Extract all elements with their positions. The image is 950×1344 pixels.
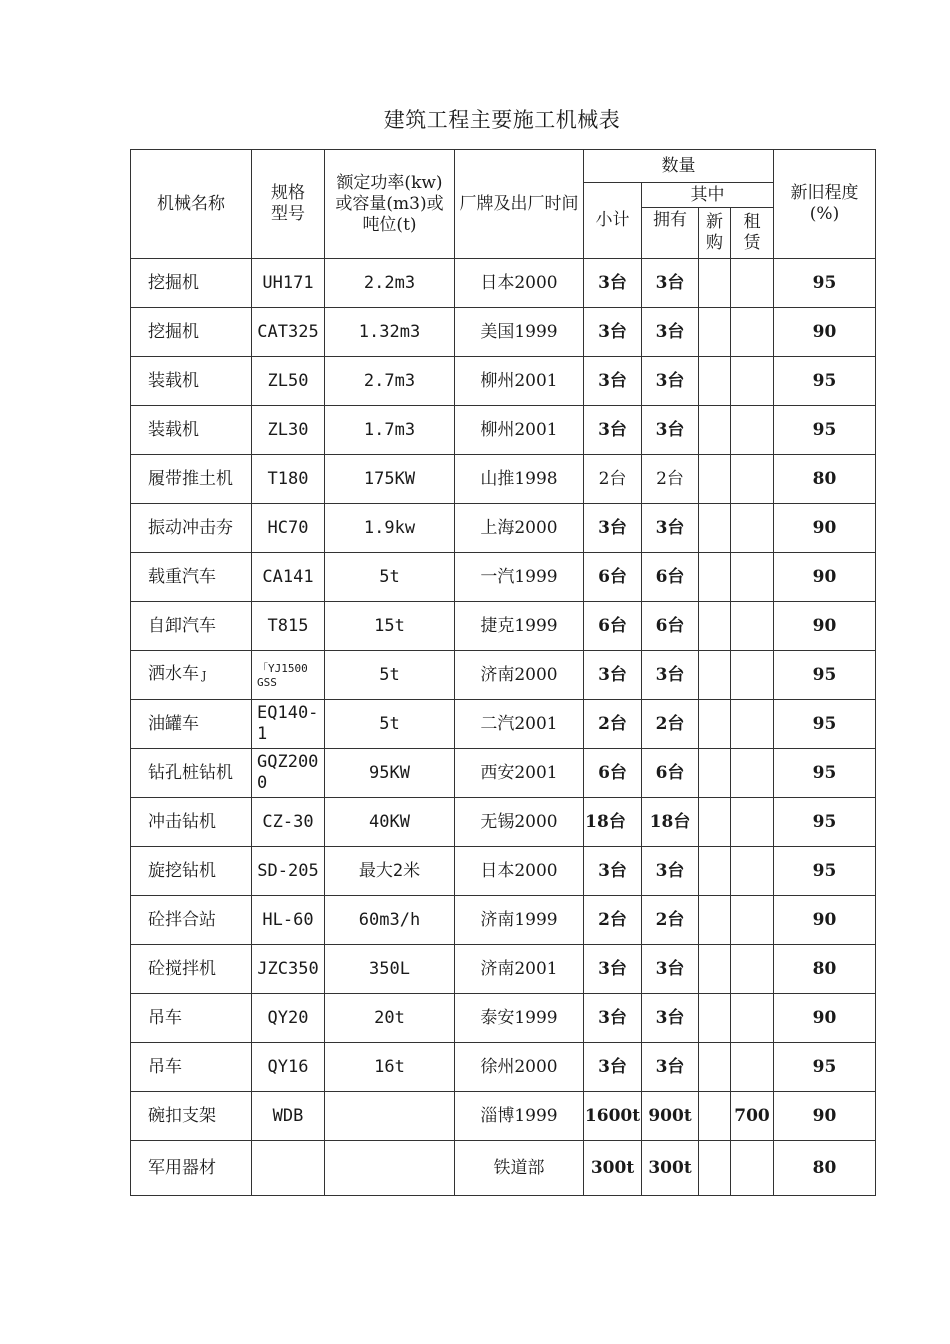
cell-lease: 700 (731, 1092, 774, 1141)
cell-subtotal: 3台 (584, 259, 642, 308)
cell-condition: 90 (774, 602, 876, 651)
header-model-text: 规格型号 (271, 183, 305, 224)
cell-maker: 西安2001 (455, 749, 584, 798)
cell-capacity: 20t (325, 994, 455, 1043)
cell-model-text: HC70 (267, 517, 309, 538)
cell-name (131, 945, 252, 994)
cell-model (252, 1043, 325, 1092)
cell-condition: 95 (774, 798, 876, 847)
cell-subtotal: 6台 (584, 553, 642, 602)
header-subtotal: 小计 (584, 183, 642, 259)
cell-name-text: 吊车 (148, 1056, 182, 1077)
cell-condition: 90 (774, 504, 876, 553)
cell-model-text: T180 (267, 468, 309, 489)
cell-maker: 日本2000 (455, 847, 584, 896)
cell-model-text: JZC350 (257, 958, 319, 979)
cell-condition: 90 (774, 553, 876, 602)
cell-model (252, 455, 325, 504)
cell-lease (731, 259, 774, 308)
cell-subtotal: 3台 (584, 406, 642, 455)
cell-name (131, 1043, 252, 1092)
cell-condition: 95 (774, 700, 876, 749)
cell-subtotal: 3台 (584, 1043, 642, 1092)
cell-name (131, 700, 252, 749)
cell-subtotal: 2台 (584, 455, 642, 504)
cell-capacity: 95KW (325, 749, 455, 798)
table-row (131, 651, 876, 700)
cell-maker: 山推1998 (455, 455, 584, 504)
cell-capacity: 350L (325, 945, 455, 994)
cell-lease (731, 896, 774, 945)
cell-condition: 95 (774, 847, 876, 896)
cell-capacity: 15t (325, 602, 455, 651)
cell-subtotal: 3台 (584, 945, 642, 994)
table-row (131, 700, 876, 749)
cell-maker: 铁道部 (455, 1141, 584, 1196)
cell-maker: 无锡2000 (455, 798, 584, 847)
cell-owned: 3台 (642, 504, 699, 553)
table-row (131, 553, 876, 602)
cell-name (131, 1092, 252, 1141)
cell-new-purchase (699, 357, 731, 406)
table-row (131, 259, 876, 308)
header-new-purchase (699, 208, 731, 259)
cell-model (252, 1141, 325, 1196)
table-row (131, 798, 876, 847)
cell-condition: 95 (774, 651, 876, 700)
cell-model-line2: GSS (257, 676, 277, 689)
cell-model (252, 308, 325, 357)
cell-name (131, 847, 252, 896)
cell-new-purchase (699, 847, 731, 896)
cell-model-text: CAT325 (257, 321, 319, 342)
cell-subtotal: 300t (584, 1141, 642, 1196)
cell-model (252, 651, 325, 700)
cell-capacity: 5t (325, 553, 455, 602)
cell-model-text: QY16 (267, 1056, 309, 1077)
cell-subtotal: 2台 (584, 896, 642, 945)
cell-capacity: 16t (325, 1043, 455, 1092)
cell-owned: 6台 (642, 602, 699, 651)
cell-name-text: 军用器材 (148, 1157, 216, 1178)
cell-maker: 一汽1999 (455, 553, 584, 602)
cell-model (252, 602, 325, 651)
cell-name (131, 651, 252, 700)
cell-lease (731, 1043, 774, 1092)
cell-name-text: 砼拌合站 (148, 909, 216, 930)
cell-model-text: WDB (272, 1105, 304, 1126)
cell-subtotal: 3台 (584, 847, 642, 896)
cell-condition: 95 (774, 1043, 876, 1092)
cell-name-text: 冲击钻机 (148, 811, 216, 832)
cell-capacity: 5t (325, 651, 455, 700)
cell-subtotal: 1600t (584, 1092, 642, 1141)
table-body (131, 259, 876, 1196)
cell-lease (731, 455, 774, 504)
cell-owned: 18台 (642, 798, 699, 847)
cell-name-text: 装载机 (148, 370, 199, 391)
cell-owned: 2台 (642, 896, 699, 945)
cell-lease (731, 798, 774, 847)
cell-maker: 济南2001 (455, 945, 584, 994)
cell-lease (731, 1141, 774, 1196)
cell-new-purchase (699, 406, 731, 455)
cell-owned: 300t (642, 1141, 699, 1196)
cell-subtotal: 3台 (584, 308, 642, 357)
header-new-purchase-text: 新购 (706, 212, 723, 253)
cell-owned: 3台 (642, 357, 699, 406)
cell-lease (731, 700, 774, 749)
cell-condition: 80 (774, 1141, 876, 1196)
cell-new-purchase (699, 308, 731, 357)
cell-capacity: 2.7m3 (325, 357, 455, 406)
cell-name-text: 钻孔桩钻机 (148, 762, 233, 783)
cell-model-text: CA141 (262, 566, 314, 587)
cell-capacity: 1.32m3 (325, 308, 455, 357)
cell-owned: 6台 (642, 749, 699, 798)
cell-maker: 上海2000 (455, 504, 584, 553)
cell-owned: 3台 (642, 308, 699, 357)
header-owned: 拥有 (642, 208, 699, 259)
cell-owned: 3台 (642, 847, 699, 896)
cell-new-purchase (699, 994, 731, 1043)
cell-model-text: 「YJ1500 (257, 662, 308, 675)
cell-model-text: HL-60 (262, 909, 314, 930)
cell-subtotal: 6台 (584, 749, 642, 798)
cell-name (131, 308, 252, 357)
cell-lease (731, 651, 774, 700)
cell-maker: 美国1999 (455, 308, 584, 357)
document-title: 建筑工程主要施工机械表 (383, 108, 621, 132)
cell-name-text: 自卸汽车 (148, 615, 216, 636)
cell-name (131, 455, 252, 504)
header-maker (455, 150, 584, 259)
table-row (131, 308, 876, 357)
cell-owned: 3台 (642, 994, 699, 1043)
cell-subtotal: 3台 (584, 651, 642, 700)
cell-name (131, 896, 252, 945)
table-row (131, 1141, 876, 1196)
cell-model (252, 847, 325, 896)
cell-capacity (325, 1092, 455, 1141)
cell-new-purchase (699, 798, 731, 847)
cell-name (131, 553, 252, 602)
cell-condition: 95 (774, 357, 876, 406)
cell-maker: 柳州2001 (455, 406, 584, 455)
cell-condition: 95 (774, 259, 876, 308)
cell-name-text: 洒水车 (148, 664, 199, 684)
cell-lease (731, 357, 774, 406)
cell-name (131, 357, 252, 406)
table-row (131, 1092, 876, 1141)
cell-name (131, 602, 252, 651)
cell-subtotal: 6台 (584, 602, 642, 651)
header-condition-text: 新旧程度(%) (790, 183, 859, 224)
cell-model (252, 1092, 325, 1141)
cell-condition: 80 (774, 945, 876, 994)
cell-owned: 3台 (642, 651, 699, 700)
cell-new-purchase (699, 896, 731, 945)
cell-capacity: 2.2m3 (325, 259, 455, 308)
cell-name-text: 载重汽车 (148, 566, 216, 587)
cell-new-purchase (699, 1043, 731, 1092)
cell-owned: 6台 (642, 553, 699, 602)
cell-new-purchase (699, 504, 731, 553)
header-quantity: 数量 (584, 150, 774, 183)
cell-condition: 90 (774, 1092, 876, 1141)
table-row (131, 945, 876, 994)
cell-lease (731, 749, 774, 798)
cell-name-text: 履带推土机 (148, 468, 233, 489)
cell-model-text: GQZ2000 (257, 752, 319, 793)
cell-condition: 90 (774, 896, 876, 945)
cell-maker: 泰安1999 (455, 994, 584, 1043)
cell-owned: 3台 (642, 1043, 699, 1092)
header-model (252, 150, 325, 259)
table-row (131, 1043, 876, 1092)
cell-lease (731, 994, 774, 1043)
cell-name (131, 406, 252, 455)
cell-name-text: 挖掘机 (148, 321, 199, 342)
cell-capacity: 60m3/h (325, 896, 455, 945)
cell-model-text: T815 (267, 615, 309, 636)
cell-lease (731, 945, 774, 994)
cell-condition: 95 (774, 406, 876, 455)
cell-new-purchase (699, 700, 731, 749)
cell-maker: 济南2000 (455, 651, 584, 700)
cell-model-text: ZL30 (267, 419, 309, 440)
cell-lease (731, 406, 774, 455)
cell-condition: 95 (774, 749, 876, 798)
table-row (131, 994, 876, 1043)
cell-capacity: 5t (325, 700, 455, 749)
header-name: 机械名称 (131, 150, 252, 259)
cell-owned: 2台 (642, 700, 699, 749)
cell-model (252, 504, 325, 553)
cell-model (252, 357, 325, 406)
cell-model (252, 945, 325, 994)
cell-name (131, 1141, 252, 1196)
header-capacity (325, 150, 455, 259)
cell-maker: 二汽2001 (455, 700, 584, 749)
cell-capacity: 1.9kw (325, 504, 455, 553)
cell-owned: 3台 (642, 945, 699, 994)
cell-model (252, 406, 325, 455)
cell-maker: 捷克1999 (455, 602, 584, 651)
header-maker-text: 厂牌及出厂时间 (459, 193, 579, 214)
cell-name-text: 吊车 (148, 1007, 182, 1028)
cell-condition: 90 (774, 308, 876, 357)
cell-name-text: 装载机 (148, 419, 199, 440)
cell-maker: 徐州2000 (455, 1043, 584, 1092)
cell-subtotal: 18台 (584, 798, 642, 847)
header-lease-text: 租赁 (743, 212, 761, 253)
cell-new-purchase (699, 553, 731, 602)
cell-lease (731, 308, 774, 357)
header-condition (774, 150, 876, 259)
cell-maker: 淄博1999 (455, 1092, 584, 1141)
cell-capacity: 最大2米 (325, 847, 455, 896)
cell-new-purchase (699, 602, 731, 651)
cell-model-text: EQ140-1 (257, 703, 319, 744)
cell-owned: 3台 (642, 259, 699, 308)
cell-owned: 900t (642, 1092, 699, 1141)
table-row (131, 602, 876, 651)
cell-model-text: SD-205 (257, 860, 319, 881)
table-header (131, 150, 876, 259)
cell-lease (731, 602, 774, 651)
cell-name (131, 994, 252, 1043)
header-lease (731, 208, 774, 259)
cell-name-text: 油罐车 (148, 713, 199, 734)
cell-lease (731, 847, 774, 896)
cell-owned: 2台 (642, 455, 699, 504)
table-row (131, 504, 876, 553)
cell-new-purchase (699, 749, 731, 798)
cell-model (252, 553, 325, 602)
cell-subtotal: 3台 (584, 357, 642, 406)
cell-model (252, 749, 325, 798)
table-row (131, 896, 876, 945)
cell-condition: 80 (774, 455, 876, 504)
cell-new-purchase (699, 1141, 731, 1196)
cell-name-text: 砼搅拌机 (148, 958, 216, 979)
cell-lease (731, 504, 774, 553)
cell-model-text: UH171 (262, 272, 314, 293)
table-row (131, 455, 876, 504)
header-of-which: 其中 (642, 183, 774, 208)
table-row (131, 357, 876, 406)
cell-model-text: ZL50 (267, 370, 309, 391)
cell-maker: 济南1999 (455, 896, 584, 945)
cell-new-purchase (699, 1092, 731, 1141)
cell-model (252, 994, 325, 1043)
cell-subtotal: 2台 (584, 700, 642, 749)
cell-lease (731, 553, 774, 602)
cell-subtotal: 3台 (584, 994, 642, 1043)
cell-capacity: 175KW (325, 455, 455, 504)
cell-name (131, 798, 252, 847)
cell-name-text: 碗扣支架 (148, 1105, 216, 1126)
cell-subtotal: 3台 (584, 504, 642, 553)
cell-name-text: 挖掘机 (148, 272, 199, 293)
cell-owned: 3台 (642, 406, 699, 455)
cell-new-purchase (699, 455, 731, 504)
cell-name (131, 259, 252, 308)
cell-capacity: 1.7m3 (325, 406, 455, 455)
cell-model (252, 798, 325, 847)
cell-capacity: 40KW (325, 798, 455, 847)
cell-model-text: CZ-30 (262, 811, 314, 832)
cell-model (252, 896, 325, 945)
machinery-table (130, 149, 876, 1196)
cell-name (131, 504, 252, 553)
cell-capacity (325, 1141, 455, 1196)
cell-name-mark: J (202, 669, 207, 682)
cell-new-purchase (699, 259, 731, 308)
cell-new-purchase (699, 945, 731, 994)
table-row (131, 749, 876, 798)
table-row (131, 847, 876, 896)
cell-maker: 柳州2001 (455, 357, 584, 406)
cell-new-purchase (699, 651, 731, 700)
cell-name (131, 749, 252, 798)
header-capacity-text: 额定功率(kw)或容量(m3)或吨位(t) (335, 172, 444, 235)
cell-maker: 日本2000 (455, 259, 584, 308)
table-row (131, 406, 876, 455)
cell-condition: 90 (774, 994, 876, 1043)
cell-name-text: 振动冲击夯 (148, 517, 233, 538)
cell-model-text: QY20 (267, 1007, 309, 1028)
cell-model (252, 700, 325, 749)
cell-model (252, 259, 325, 308)
cell-name-text: 旋挖钻机 (148, 860, 216, 881)
